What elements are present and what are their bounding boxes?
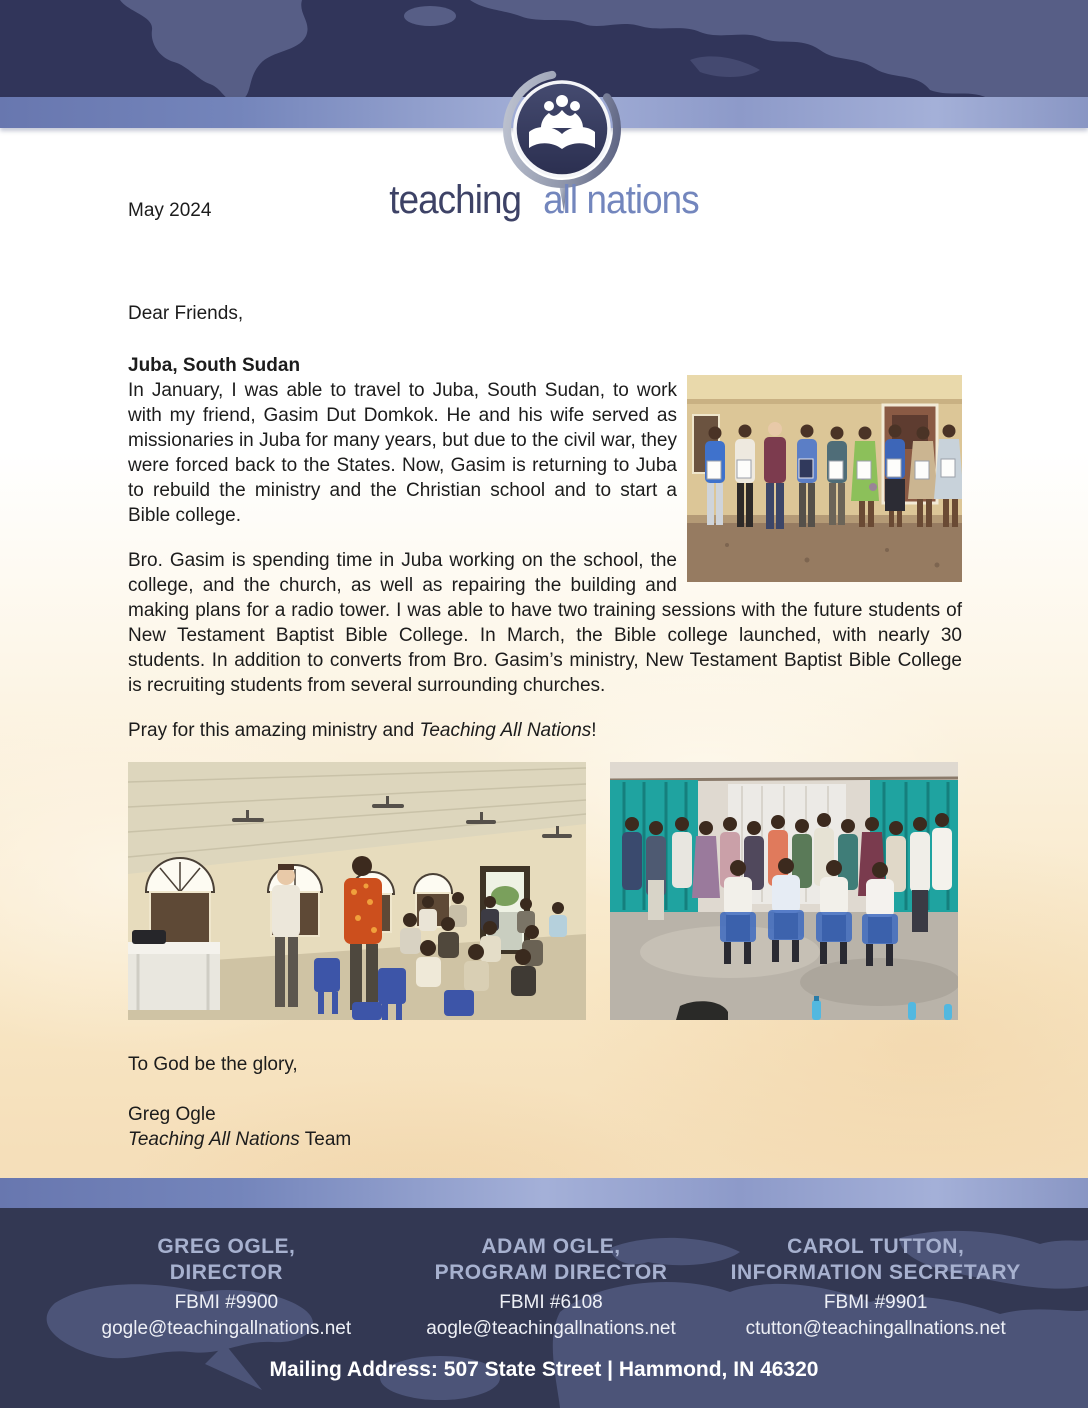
signature-name: Greg Ogle xyxy=(128,1104,216,1125)
paragraph-1: In January, I was able to travel to Juba, South Sudan, to work with my friend, Gasim Dut Domkok. He and his wife served as missionaries in Juba for many years, but due to the civil war, they were forced back to the States. Now, Gasim is returning to Juba to rebuild the ministry and the Christian school and to start a Bible college. xyxy=(128,380,677,526)
body-copy xyxy=(128,353,962,743)
section-heading: Juba, South Sudan xyxy=(128,355,301,376)
photos-row xyxy=(128,762,962,1020)
photo-classroom-training xyxy=(128,762,586,1020)
paragraph-2: Bro. Gasim is spending time in Juba working on the school, the college, and the church, as well as repairing the building and making plans for a radio tower. I was able to have two training sessions with the future students of New Testament Baptist Bible College. In March, the Bible college launched, with nearly 30 students. In addition to converts from Bro. Gasim’s ministry, New Testament Baptist Bible College is recruiting students from several surrounding churches. xyxy=(128,550,962,696)
signature-team-suffix: Team xyxy=(299,1129,352,1150)
contact-carol-tutton xyxy=(713,1234,1038,1341)
photo-group-indoors xyxy=(610,762,958,1020)
contact-title: DIRECTOR xyxy=(169,1261,283,1284)
front-table xyxy=(128,930,220,1010)
contact-fbmi: FBMI #9901 xyxy=(823,1292,928,1313)
paragraph-3-text: Pray for this amazing ministry and xyxy=(128,720,420,741)
letter-date: May 2024 xyxy=(128,200,212,221)
letter-body xyxy=(0,128,1088,1152)
signature-team-italic: Teaching All Nations xyxy=(128,1129,300,1150)
contact-email: ctutton@teachingallnations.net xyxy=(745,1318,1006,1339)
closing-line: To God be the glory, xyxy=(128,1054,298,1075)
contact-adam-ogle xyxy=(389,1234,714,1341)
logo-word-all-nations: all nations xyxy=(543,178,699,222)
signature-team xyxy=(128,1127,962,1152)
logo-word-teaching: teaching xyxy=(389,178,522,222)
footer-contacts xyxy=(0,1208,1088,1341)
paragraph-3-italic: Teaching All Nations xyxy=(419,720,592,741)
photo-certificate-group xyxy=(687,375,962,582)
contact-fbmi: FBMI #6108 xyxy=(499,1292,603,1313)
footer xyxy=(0,1208,1088,1408)
footer-blue-band xyxy=(0,1178,1088,1208)
contact-name: ADAM OGLE, xyxy=(481,1235,621,1258)
contact-title: INFORMATION SECRETARY xyxy=(730,1261,1021,1284)
mailing-address: Mailing Address: 507 State Street | Hammond, IN 46320 xyxy=(269,1358,819,1381)
contact-email: aogle@teachingallnations.net xyxy=(426,1318,676,1339)
signature-block xyxy=(128,1102,962,1152)
paragraph-3 xyxy=(128,718,962,743)
paragraph-3-end: ! xyxy=(591,720,597,741)
contact-email: gogle@teachingallnations.net xyxy=(101,1318,352,1339)
contact-title: PROGRAM DIRECTOR xyxy=(434,1261,668,1284)
contact-greg-ogle xyxy=(64,1234,389,1341)
contact-fbmi: FBMI #9900 xyxy=(174,1292,279,1313)
contact-name: GREG OGLE, xyxy=(157,1235,296,1258)
salutation: Dear Friends, xyxy=(128,303,244,324)
contact-name: CAROL TUTTON, xyxy=(787,1235,965,1258)
